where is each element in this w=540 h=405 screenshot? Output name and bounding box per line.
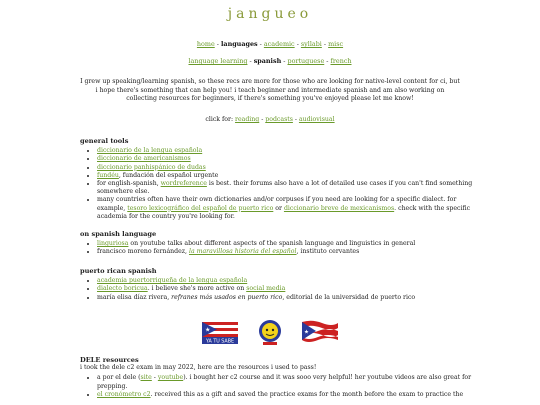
dele-heading: DELE resources xyxy=(80,356,139,364)
list-item xyxy=(97,240,480,248)
site-title: jangueo xyxy=(227,6,313,22)
historia-title: la maravillosa historia del español xyxy=(188,248,297,256)
general-tools-list xyxy=(80,147,480,221)
list-item xyxy=(97,277,480,285)
pr-flag-right-icon xyxy=(302,321,338,342)
list-item-text: ). i bought her c2 course and it was sooo very helpful! her youtube videos are also great for prepping. xyxy=(97,374,472,390)
nav-separator: - xyxy=(249,57,252,65)
list-item-text: for english-spanish, xyxy=(97,180,161,188)
list-item xyxy=(97,147,480,155)
nav-misc-link[interactable]: misc xyxy=(328,40,344,48)
svg-text:★: ★ xyxy=(304,329,309,336)
dialecto-boricua-link[interactable]: dialecto boricua xyxy=(97,285,148,293)
flags-banner xyxy=(200,316,340,348)
nav-portuguese-link[interactable]: portuguese xyxy=(287,57,325,65)
pr-spanish-list xyxy=(80,277,480,302)
nav-academic-link[interactable]: academic xyxy=(263,40,295,48)
nav-spanish-current: spanish xyxy=(253,57,282,65)
list-item-text: . check with the specific academia for the country you're looking for. xyxy=(97,204,471,220)
list-item xyxy=(97,285,480,293)
podcasts-link[interactable]: podcasts xyxy=(265,116,293,123)
list-item-text: , instituto cervantes xyxy=(296,248,360,256)
nav-separator: - xyxy=(323,40,327,48)
tesoro-link[interactable]: tesoro lexicográfico del español de puerto rico xyxy=(127,204,274,212)
badge-text: YA TU SABE xyxy=(205,339,235,345)
list-item xyxy=(97,180,480,196)
list-item xyxy=(97,374,480,390)
nav-french-link[interactable]: french xyxy=(330,57,352,65)
general-tools-section xyxy=(80,137,480,221)
refranes-title: refranes más usados en puerto rico xyxy=(171,293,283,301)
list-item-text: - xyxy=(151,374,158,382)
click-for-label: click for: xyxy=(205,116,234,123)
list-item-text: many countries often have their own dictionaries and/or corpuses if you need are looking for a specific dialect. for example, xyxy=(97,196,457,212)
cronometro-link[interactable]: el cronómetro c2 xyxy=(97,390,151,398)
list-item-text: maría elisa díaz rivera, xyxy=(97,293,172,301)
nav-separator: - xyxy=(294,116,297,123)
sun-badge-icon xyxy=(259,320,281,345)
list-item xyxy=(97,155,480,163)
list-item-text: . received this as a gift and saved the practice exams for the month before the exam to practice the xyxy=(150,390,464,398)
list-item-text: , fundación del español urgente xyxy=(118,171,219,179)
list-item-text: or xyxy=(273,204,284,212)
svg-text:★: ★ xyxy=(205,326,211,334)
nav-home-link[interactable]: home xyxy=(196,40,215,48)
nav-separator: - xyxy=(326,57,329,65)
linguriosa-link[interactable]: linguriosa xyxy=(97,240,129,248)
on-spanish-section xyxy=(80,230,480,257)
audiovisual-link[interactable]: audiovisual xyxy=(298,116,335,123)
dele-site-link[interactable]: site xyxy=(140,374,152,382)
nav-separator: - xyxy=(296,40,299,48)
nav-language-learning-link[interactable]: language learning xyxy=(188,57,248,65)
on-spanish-list xyxy=(80,240,480,256)
general-tools-heading: general tools xyxy=(80,137,129,145)
nav-separator: - xyxy=(283,57,286,65)
list-item xyxy=(97,172,480,180)
dle-link[interactable]: diccionario de la lengua española xyxy=(97,147,203,155)
list-item xyxy=(97,391,480,399)
academia-pr-link[interactable]: academia puertorriqueña de la lengua española xyxy=(97,277,248,285)
list-item-text: a por el dele ( xyxy=(97,374,141,382)
nav-languages-current: languages xyxy=(221,40,258,48)
top-nav xyxy=(0,40,540,48)
pr-spanish-heading: puerto rican spanish xyxy=(80,267,157,275)
list-item-text: on youtube talks about different aspects of the spanish language and linguistics in general xyxy=(128,240,416,248)
list-item xyxy=(97,164,480,172)
nav-separator: - xyxy=(261,116,264,123)
dele-list xyxy=(80,374,480,399)
list-item-text: is best. their forums also have a lot of detailed use cases if you can't find something somewhere else. xyxy=(97,180,473,196)
click-for-line xyxy=(0,116,540,123)
list-item-text: francisco moreno fernández, xyxy=(97,248,189,256)
americanismos-link[interactable]: diccionario de americanismos xyxy=(97,155,191,163)
pr-spanish-section xyxy=(80,267,480,302)
on-spanish-heading: on spanish language xyxy=(80,230,157,238)
social-media-link[interactable]: social media xyxy=(246,285,286,293)
pr-flag-left-icon xyxy=(202,322,238,345)
intro-paragraph: I grew up speaking/learning spanish, so these recs are more for those who are looking for native-level content for ci, but i hope there's something that can help you! i teach beginner and intermediate spanish and am also working on collecting resources for beginners, if there's something you've enjoyed please let me know! xyxy=(80,78,460,103)
fundeu-link[interactable]: fundéu xyxy=(97,171,119,179)
list-item xyxy=(97,248,480,256)
list-item-text: , editorial de la universidad de puerto rico xyxy=(282,293,416,301)
panhispanico-link[interactable]: diccionario panhispánico de dudas xyxy=(97,163,206,171)
nav-separator: - xyxy=(216,40,219,48)
nav-separator: - xyxy=(259,40,262,48)
language-nav xyxy=(0,57,540,65)
mexicanismos-link[interactable]: diccionario breve de mexicanismos xyxy=(283,204,395,212)
list-item xyxy=(97,196,480,221)
nav-syllabi-link[interactable]: syllabi xyxy=(300,40,322,48)
historia-link[interactable] xyxy=(189,248,297,255)
dele-youtube-link[interactable]: youtube xyxy=(157,374,184,382)
dele-section xyxy=(80,356,480,399)
wordreference-link[interactable]: wordreference xyxy=(160,180,207,188)
dele-intro: i took the dele c2 exam in may 2022, here are the resources i used to pass! xyxy=(80,364,317,372)
list-item xyxy=(97,294,480,302)
list-item-text: . i believe she's more active on xyxy=(147,285,247,293)
reading-link[interactable]: reading xyxy=(235,116,260,123)
